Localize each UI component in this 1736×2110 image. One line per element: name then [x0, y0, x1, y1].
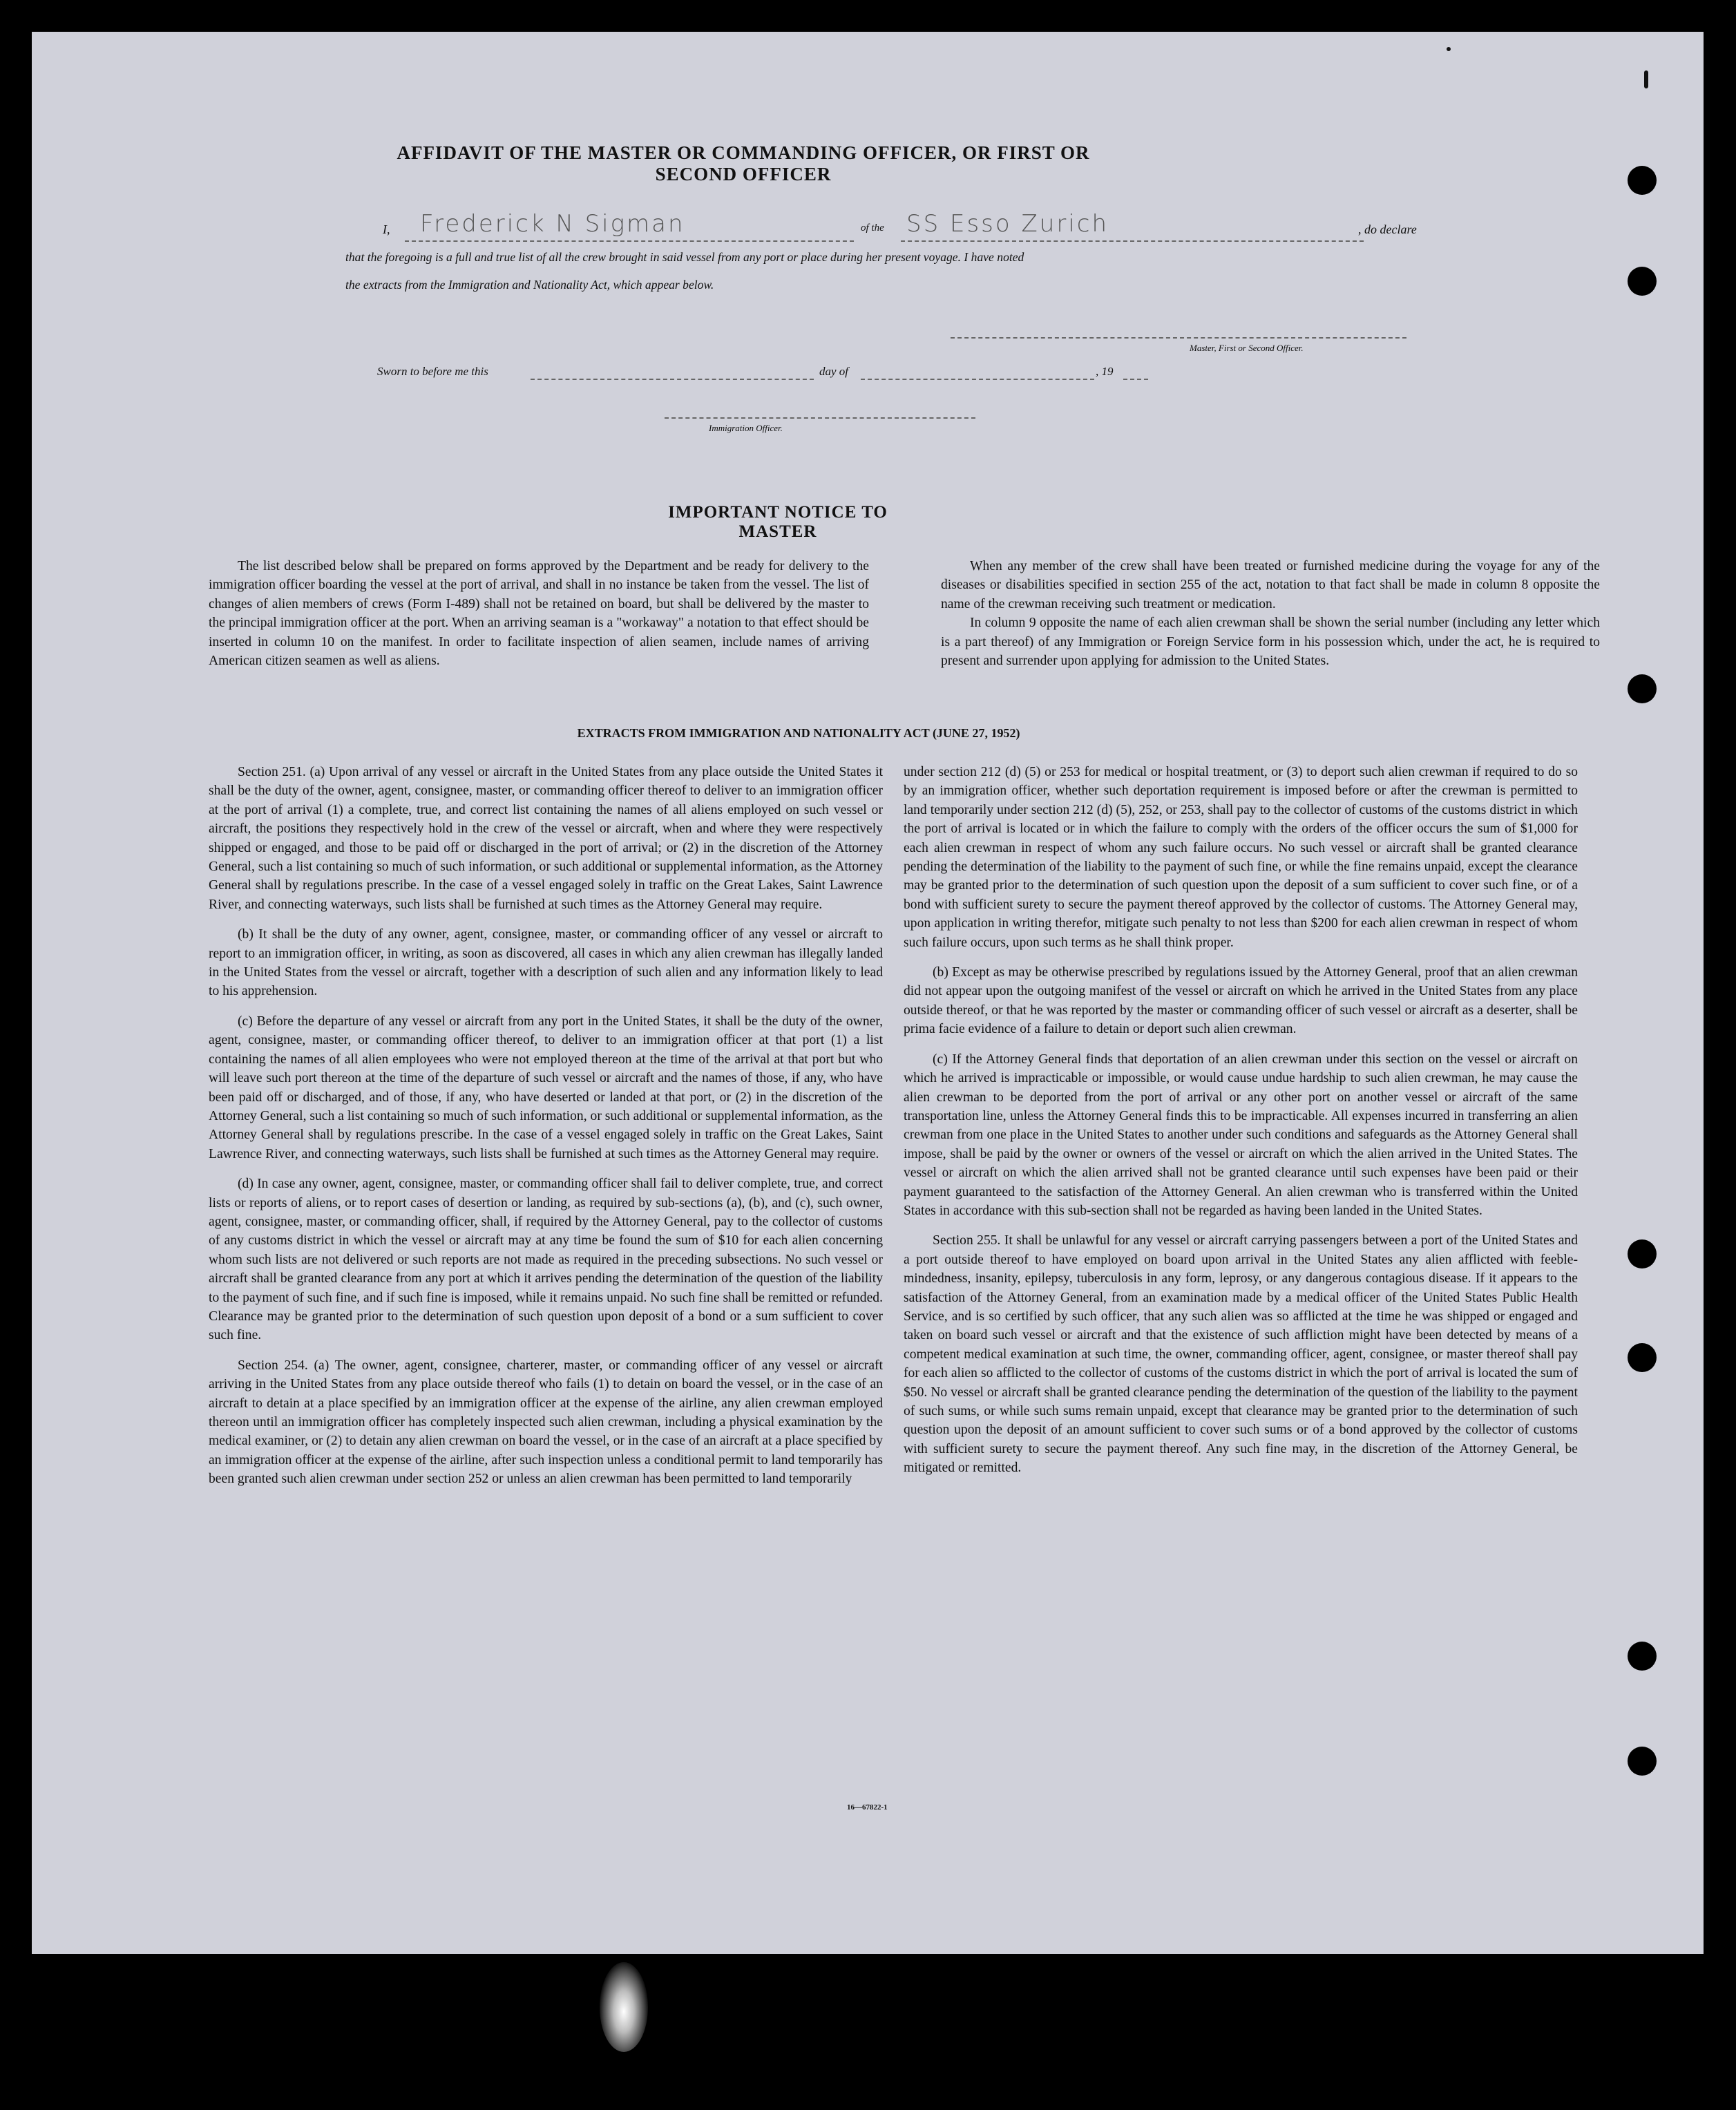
section-251-c: (c) Before the departure of any vessel or aircraft from any port in the United States, it shall be the duty of the owner, agent, consignee, master, or commanding officer thereof, to deliver to an immigration officer at that port (1) a list containing the names of all alien employees who were not employed thereon at the time of the arrival at that port but who will leave such port thereon at the time of the departure of such vessel or aircraft and the names of those, if any, who have been paid off or discharged, and of those, if any, who have deserted or landed at that port, or (2) in the discretion of the Attorney General, such a list containing so much of such information, or such additional or supplemental information, as the Attorney General shall by regulations prescribe. In the case of a vessel engaged solely in traffic on the Great Lakes, Saint Lawrence River, and connecting waterways, such lists shall be furnished at such times as the Attorney General may require. [209, 1014, 883, 1161]
punch-hole [1628, 1239, 1657, 1268]
punch-hole [1628, 674, 1657, 703]
scan-light-flare [600, 1962, 648, 2052]
section-251-b: (b) It shall be the duty of any owner, agent, consignee, master, or commanding officer of any vessel or aircraft to report to an immigration officer, in writing, as soon as discovered, all cases in which any alien crewman has illegally landed in the United States from the vessel or aircraft, together with a description of such alien and any information likely to lead to his apprehension. [209, 927, 883, 999]
name-line [405, 240, 854, 242]
punch-hole [1628, 1343, 1657, 1372]
master-signature-line [951, 337, 1406, 339]
extracts-title: EXTRACTS FROM IMMIGRATION AND NATIONALITY ACT (JUNE 27, 1952) [577, 726, 1020, 740]
scan-speck [1447, 47, 1451, 51]
sworn-label: Sworn to before me this [377, 365, 488, 378]
declaration-text-line2: the extracts from the Immigration and Nationality Act, which appear below. [345, 278, 714, 292]
section-254-a-continued: under section 212 (d) (5) or 253 for medical or hospital treatment, or (3) to deport such alien crewman if required to do so by an immigration officer, whether such deportation requirement is imposed before or after the crewman is permitted to land temporarily under section 212 (d) (5), 252, or 253, shall pay to the collector of customs of the customs district in which the port of arrival is located or in which the failure to comply with the orders of the officer occurs the sum of $1,000 for each alien crewman in respect of whom any such failure occurs. No such vessel or aircraft shall be granted clearance pending the determination of the liability to the payment of such fine, or while the fine remains unpaid, except the clearance may be granted prior to the determination of such question upon the deposit of a sum sufficient to cover such fine, or of a bond with sufficient surety to secure the payment thereof approved by the collector of customs. The Attorney General may, upon application in writing therefor, mitigate such penalty to not less than $200 for each alien crewman in respect of whom such failure occurs, upon such terms as he shall think proper. [904, 765, 1578, 950]
extracts-left-column [209, 763, 883, 1500]
do-declare-label: , do declare [1358, 222, 1417, 236]
punch-hole [1628, 1642, 1657, 1671]
scan-speck [1644, 70, 1648, 88]
notice-title: IMPORTANT NOTICE TO MASTER [668, 503, 888, 541]
master-caption: Master, First or Second Officer. [1190, 343, 1304, 353]
section-254-b: (b) Except as may be otherwise prescribed by regulations issued by the Attorney General, proof that an alien crewman did not appear upon the outgoing manifest of the vessel or aircraft on which he arrived in the United States from any place outside thereof, or that he was reported by the master or commanding officer of such vessel or aircraft as a deserter, shall be prima facie evidence of a failure to detain or deport such alien crewman. [904, 965, 1578, 1037]
master-name-handwritten: Frederick N Sigman [420, 210, 685, 238]
notice-left-paragraph: The list described below shall be prepared on forms approved by the Department and be ready for delivery to the immigration officer boarding the vessel at the port of arrival, and shall in no instance be taken from the vessel. The list of changes of alien members of crews (Form I-489) shall not be retained on board, but shall be delivered by the master to the principal immigration officer at the port. When an arriving seaman is a "workaway" a notation to that effect should be inserted in column 10 on the manifest. In order to facilitate inspection of alien seamen, include names of arriving American citizen seamen as well as aliens. [209, 559, 869, 669]
section-254-c: (c) If the Attorney General finds that deportation of an alien crewman under this section on the vessel or aircraft on which he arrived is impracticable or impossible, or would cause undue hardship to such alien crewman, he may cause the alien crewman to be deported from the port of arrival or any other port on another vessel or aircraft of the same transportation line, unless the Attorney General finds this to be impracticable. All expenses incurred in transferring an alien crewman from one place in the United States to another under such conditions and safeguards as the Attorney General shall impose, shall be paid by the owner or owners of the vessel or aircraft on which the alien arrived in the United States. The vessel or aircraft on which the alien arrived shall not be granted clearance until such expenses have been paid or their payment guaranteed to the satisfaction of the Attorney General. An alien crewman who is transferred within the United States in accordance with this sub-section shall not be regarded as having been landed in the United States. [904, 1052, 1578, 1218]
section-255: Section 255. It shall be unlawful for any vessel or aircraft carrying passengers between a port of the United States and a port outside thereof to have employed on board upon arrival in the United States any alien afflicted with feeble-mindedness, insanity, epilepsy, tuberculosis in any form, leprosy, or any dangerous contagious disease. If it appears to the satisfaction of the Attorney General, from an examination made by a medical officer of the United States Public Health Service, and is so certified by such officer, that any such alien was so afflicted at the time he was shipped or engaged and taken on board such vessel or aircraft and that the existence of such affliction might have been detected by means of a competent medical examination at such time, the owner, commanding officer, agent, consignee, or master thereof shall pay for each alien so afflicted to the collector of customs of the customs district in which the port of arrival is located the sum of $50. No vessel or aircraft shall be granted clearance pending the determination of the question of the liability to the payment of such sums, or while such sums remain unpaid, except that clearance may be granted prior to the determination of such question upon the deposit of an amount sufficient to cover such sums or of a bond approved by the collector of customs with sufficient surety to secure the payment thereof. Any such fine may, in the discretion of the Attorney General, be mitigated or remitted. [904, 1233, 1578, 1476]
notice-right-paragraph-1: When any member of the crew shall have been treated or furnished medicine during the voyage for any of the diseases or disabilities specified in section 255 of the act, notation to that fact shall be made in column 8 opposite the name of the crewman receiving such treatment or medication. [941, 559, 1600, 611]
form-page [32, 32, 1704, 1954]
notice-right-paragraph-2: In column 9 opposite the name of each alien crewman shall be shown the serial number (including any letter which is a part thereof) of any Immigration or Foreign Service form in his possession which, under the act, he is required to present and surrender upon applying for admission to the United States. [941, 616, 1600, 669]
notice-right-column [941, 557, 1600, 670]
affidavit-title: AFFIDAVIT OF THE MASTER OR COMMANDING OFFICER, OR FIRST OR SECOND OFFICER [397, 142, 1090, 184]
sworn-day-line [531, 379, 814, 380]
extracts-right-column [904, 763, 1578, 1489]
section-254-a: Section 254. (a) The owner, agent, consignee, charterer, master, or commanding officer of any vessel or aircraft arriving in the United States from any place outside thereof who fails (1) to detain on board the vessel, or in the case of an aircraft to detain at a place specified by an immigration officer at the expense of the airline, any alien crewman employed thereon until an immigration officer has completely inspected such alien crewman, including a physical examination by the medical examiner, or (2) to detain any alien crewman on board the vessel, or in the case of an aircraft at a place specified by an immigration officer at the expense of the airline, after such inspection unless a conditional permit to land temporarily has been granted such alien crewman under section 252 or unless an alien crewman has been permitted to land temporarily [209, 1358, 883, 1487]
notice-left-column [209, 557, 869, 670]
vessel-line [901, 240, 1364, 242]
of-the-label: of the [861, 222, 884, 234]
section-251-d: (d) In case any owner, agent, consignee, master, or commanding officer shall fail to deliver complete, true, and correct lists or reports of aliens, or to report cases of desertion or landing, as required by sub-sections (a), (b), and (c), such owner, agent, consignee, master, or commanding officer, shall, if required by the Attorney General, pay to the collector of customs of any customs district in which the vessel or aircraft may at any time be found the sum of $10 for each alien concerning whom such lists are not delivered or such reports are not made as required in the preceding subsections. No such vessel or aircraft shall be granted clearance from any port at which it arrives pending the determination of the question of the liability to the payment of such fine, and if such fine is imposed, while it remains unpaid. No such fine shall be remitted or refunded. Clearance may be granted prior to the determination of such question upon deposit of a bond or a sum sufficient to cover such fine. [209, 1177, 883, 1343]
vessel-name-handwritten: SS Esso Zurich [906, 210, 1109, 238]
punch-hole [1628, 166, 1657, 195]
declaration-pronoun: I, [383, 222, 390, 236]
punch-hole [1628, 1747, 1657, 1776]
year-label: , 19 [1096, 365, 1114, 378]
immigration-officer-caption: Immigration Officer. [709, 423, 783, 433]
sworn-month-line [861, 379, 1094, 380]
section-251-a: Section 251. (a) Upon arrival of any vessel or aircraft in the United States from any place outside the United States it shall be the duty of the owner, agent, consignee, master, or commanding officer thereof to deliver to an immigration officer at the port of arrival (1) a complete, true, and correct list containing the names of all aliens employed on such vessel or aircraft, the positions they respectively hold in the crew of the vessel or aircraft, when and where they were respectively shipped or engaged, and those to be paid off or discharged in the port of arrival; or (2) in the discretion of the Attorney General, such a list containing so much of such information, or such additional or supplemental information, as the Attorney General shall by regulations prescribe. In the case of a vessel engaged solely in traffic on the Great Lakes, Saint Lawrence River, and connecting waterways, such lists shall be furnished at such times as the Attorney General may require. [209, 765, 883, 912]
day-of-label: day of [819, 365, 849, 378]
declaration-text-line1: that the foregoing is a full and true list of all the crew brought in said vessel from any port or place during her present voyage. I have noted [345, 250, 1024, 264]
punch-hole [1628, 267, 1657, 296]
sworn-year-line [1123, 379, 1148, 380]
form-number: 16—67822-1 [847, 1803, 888, 1812]
immigration-officer-line [665, 417, 975, 419]
